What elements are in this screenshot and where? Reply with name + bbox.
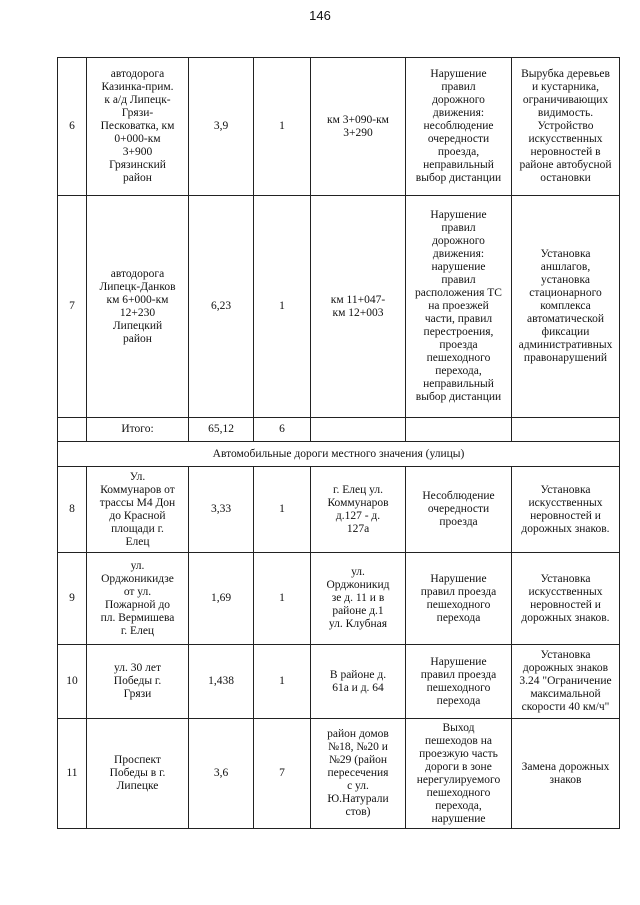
table-row [58,58,620,196]
site-location: км 3+090-км 3+290 [311,58,406,196]
measures: Вырубка деревьев и кустарника, ограничивающих видимость. Устройство искусственных неровностей в районе автобусной остановки [512,58,620,196]
site-count: 1 [254,196,311,418]
measures: Замена дорожных знаков [512,719,620,829]
table-row [58,719,620,829]
road-length: 1,69 [189,553,254,645]
road-length: 3,9 [189,58,254,196]
measures: Установка аншлагов, установка стационарного комплекса автоматической фиксации административных правонарушений [512,196,620,418]
measures: Установка искусственных неровностей и дорожных знаков. [512,553,620,645]
site-count: 1 [254,553,311,645]
section-title: Автомобильные дороги местного значения (улицы) [58,442,620,467]
row-number: 11 [58,719,87,829]
site-count: 1 [254,58,311,196]
table-row [58,196,620,418]
site-location: км 11+047- км 12+003 [311,196,406,418]
measures: Установка искусственных неровностей и дорожных знаков. [512,467,620,553]
accident-cause: Выход пешеходов на проезжую часть дороги в зоне нерегулируемого пешеходного перехода, нарушение [406,719,512,829]
road-name: ул. 30 лет Победы г. Грязи [87,645,189,719]
total-length: 65,12 [189,418,254,442]
accident-cause: Нарушение правил дорожного движения: нарушение правил расположения ТС на проезжей части, правил перестроения, проезда пешеходного перехода, неправильный выбор дистанции [406,196,512,418]
site-count: 1 [254,645,311,719]
table-row [58,645,620,719]
site-count: 7 [254,719,311,829]
accident-cause: Нарушение правил проезда пешеходного перехода [406,553,512,645]
table-row [58,553,620,645]
road-name: автодорога Липецк-Данков км 6+000-км 12+230 Липецкий район [87,196,189,418]
road-length: 3,33 [189,467,254,553]
road-length: 6,23 [189,196,254,418]
page-number: 146 [309,8,331,23]
accident-cause: Нарушение правил дорожного движения: несоблюдение очередности проезда, неправильный выбор дистанции [406,58,512,196]
accident-cause: Нарушение правил проезда пешеходного перехода [406,645,512,719]
site-location: район домов №18, №20 и №29 (район пересечения с ул. Ю.Натурали стов) [311,719,406,829]
road-name: Проспект Победы в г. Липецке [87,719,189,829]
site-count: 1 [254,467,311,553]
road-name: ул. Орджоникидзе от ул. Пожарной до пл. Вермишева г. Елец [87,553,189,645]
road-length: 3,6 [189,719,254,829]
row-number: 7 [58,196,87,418]
road-name: Ул. Коммунаров от трассы М4 Дон до Красной площади г. Елец [87,467,189,553]
section-header-row [58,442,620,467]
road-name: автодорога Казинка-прим. к а/д Липецк- Грязи- Песковатка, км 0+000-км 3+900 Грязинский район [87,58,189,196]
road-length: 1,438 [189,645,254,719]
site-location: ул. Орджоникид зе д. 11 и в районе д.1 ул. Клубная [311,553,406,645]
site-location: В районе д. 61а и д. 64 [311,645,406,719]
table-row [58,467,620,553]
site-location: г. Елец ул. Коммунаров д.127 - д. 127а [311,467,406,553]
measures: Установка дорожных знаков 3.24 "Ограничение максимальной скорости 40 км/ч" [512,645,620,719]
accident-sites-table [57,57,620,829]
total-count: 6 [254,418,311,442]
row-number: 10 [58,645,87,719]
total-label: Итого: [87,418,189,442]
row-number: 8 [58,467,87,553]
row-number: 6 [58,58,87,196]
row-number: 9 [58,553,87,645]
total-row [58,418,620,442]
accident-cause: Несоблюдение очередности проезда [406,467,512,553]
